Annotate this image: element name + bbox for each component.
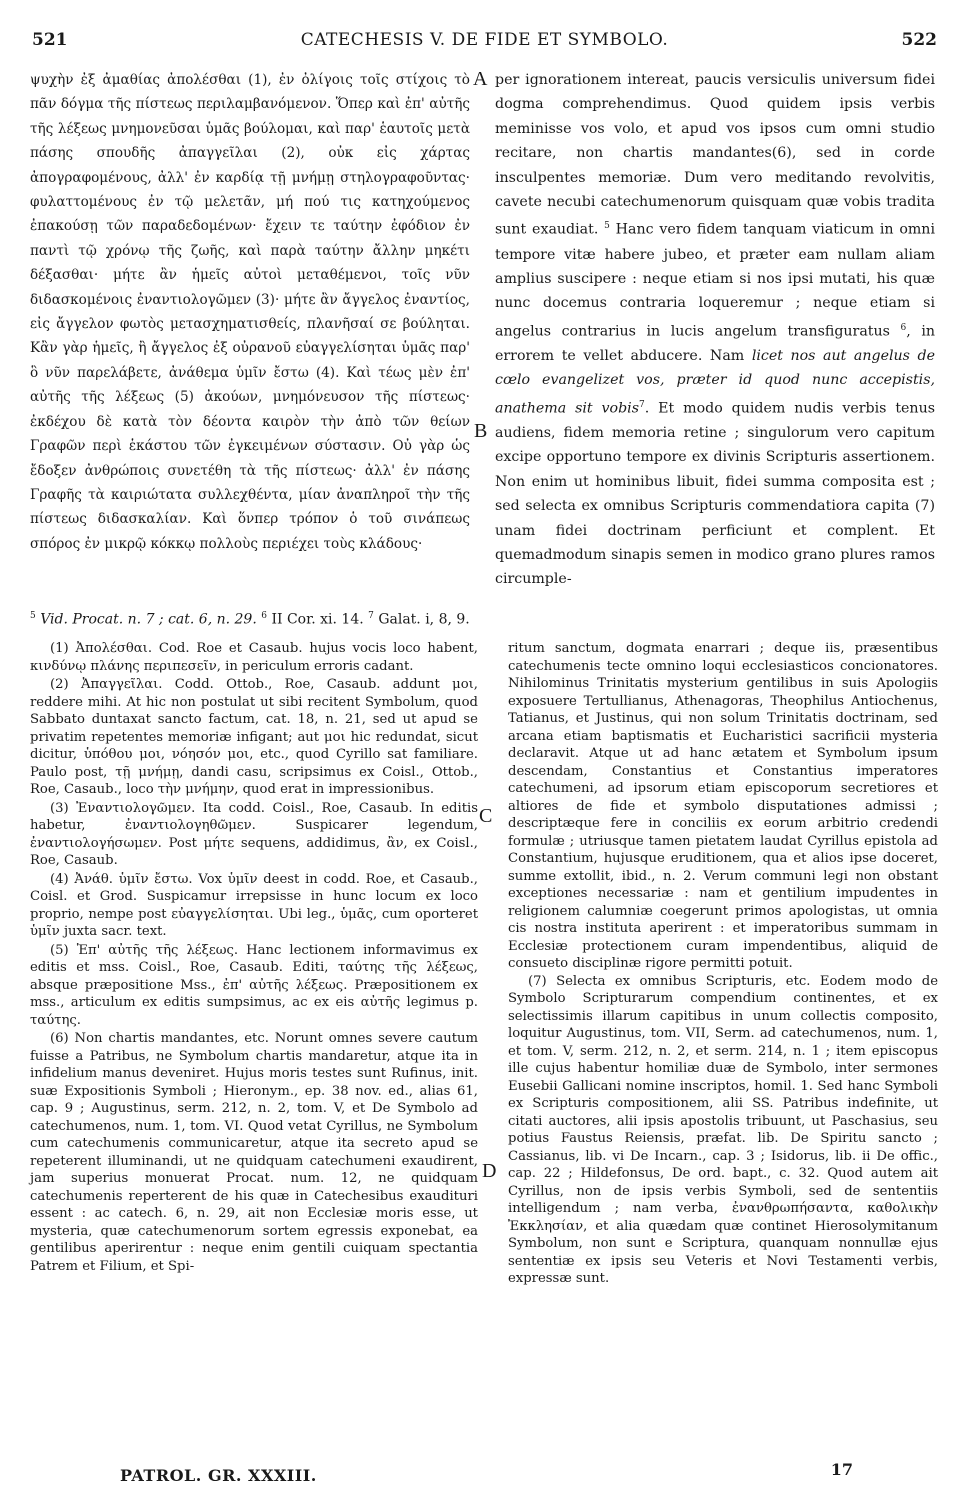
footer-volume: PATROL. GR. XXXIII. [120,1466,317,1485]
note-5: (5) Ἐπ' αὐτῆς τῆς λέξεως. Hanc lectionem informavimus ex editis et mss. Coisl., Roe, Casaub. Editi, ταύτης τῆς λέξεως, absque præpositione Mss., ἐπ' αὐτῆς λέξεως. Præpositionem ex mss., articulum ex editis sumpsimus, ac ex eis αὐτῆς legimus p. ταύτης. [30,942,478,1028]
note-3: (3) Ἐναντιολογῶμεν. Ita codd. Coisl., Roe, Casaub. In editis habetur, ἐναντιολογηθῶμεν. Suspicarer legendum, ἐναντιολογήσωμεν. Post μήτε sequens, addidimus, ἂν, ex Coisl., Roe, Casaub. [30,800,478,868]
margin-marker-c: C [479,805,493,827]
margin-marker-a: A [473,68,488,90]
page-number-right: 522 [901,30,937,50]
notes-left-column [30,640,478,1276]
latin-text-part-a: per ignorationem intereat, paucis versiculis universum fidei dogma comprehendimus. Quod quidem ipsis verbis meminisse vos volo, et apud vos ipsos cum omni studio recitare, non chartis mandantes(6), sed in corde insculpentes memoriæ. Dum vero meditando revolvitis, cavete necubi catechumenorum quisquam quæ vobis tradita sunt exaudiat. [495,72,935,239]
footnote-ref-6: 6 [900,322,907,333]
page-header [32,30,937,56]
note-1: (1) Ἀπολέσθαι. Cod. Roe et Casaub. hujus vocis loco habent, κινδύνῳ πλάνης περιπεσεῖν, in periculum erroris cadant. [30,641,478,674]
note-4: (4) Ἀνάθ. ὑμῖν ἔστω. Vox ὑμῖν deest in codd. Roe, et Casaub., Coisl. et Grod. Suspicamur irrepsisse in hunc locum ex loco proprio, nempe post εὐαγγελίσηται. Ubi leg., ὑμᾶς, cum oporteret ὑμῖν juxta sacr. text. [30,871,478,939]
note-6-continued: ritum sanctum, dogmata enarrari ; deque iis, præsentibus catechumenis tecte omnino loqui ecclesiasticos concionatores. Nihilominus Trinitatis mysterium gentilibus in suis Apologiis exposuere Tertullianus, Athenagoras, Theophilus Antiochenus, Tatianus, et Justinus, qui non solum Trinitatis doctrinam, sed arcana etiam baptismatis et Eucharistici sacrificii mysteria declaravit. Atque ut ad hanc ætatem et Symbolum ipsum descendam, Constantius et Constantius imperatores catechumeni, ad ipsorum etiam episcoporum secretiores et altiores de fide et symbolo disputationes admissi ; descriptæque fere in conciliis ex eorum arbitrio credendi formulæ ; utriusque tamen pietatem laudat Cyrillus epistola ad Constantium, hujusque eruditionem, qua et alios ipse doceret, summe extollit, ibid., n. 2. Verum communi legi non obstant exceptiones necessariæ : nam et gentilium impudentes in religionem calumniæ coegerunt primos apologistas, ut omnia cis nostra instituta aperirent : et imperatoribus summam in Ecclesiæ protectionem curam impendentibus, aliquid de consueto disciplinæ rigore permitti potuit. [508,641,938,971]
reference-number-7: 7 [368,611,374,621]
reference-number-5: 5 [30,611,36,621]
reference-7: Galat. i, 8, 9. [378,611,470,628]
reference-5: Vid. Procat. n. 7 ; cat. 6, n. 29. [40,611,257,628]
footer-signature: 17 [830,1460,853,1479]
greek-text-column: ψυχὴν ἐξ ἀμαθίας ἀπολέσθαι (1), ἐν ὀλίγοις τοῖς στίχοις τὸ πᾶν δόγμα τῆς πίστεως περιλαμβανόμενον. Ὅπερ καὶ ἐπ' αὐτῆς τῆς λέξεως μνημονεῦσαι ὑμᾶς βούλομαι, καὶ παρ' ἑαυτοῖς μετὰ πάσης σπουδῆς ἀπαγγεῖλαι (2), οὐκ εἰς χάρτας ἀπογραφομένους, ἀλλ' ἐν καρδίᾳ τῇ μνήμῃ στηλογραφοῦντας· φυλαττομένους ἐν τῷ μελετᾶν, μή πού τις κατηχούμενος ἐπακούσῃ τῶν παραδεδομένων· ἔχειν τε ταύτην ἐφόδιον ἐν παντὶ τῷ χρόνῳ τῆς ζωῆς, καὶ παρὰ ταύτην ἄλλην μηκέτι δέξασθαι· μήτε ἂν ἡμεῖς αὐτοὶ μεταθέμενοι, τοῖς νῦν διδασκομένοις ἐναντιολογῶμεν (3)· μήτε ἂν ἄγγελος ἐναντίος, εἰς ἄγγελον φωτὸς μετασχηματισθείς, πλανῆσαί σε βούληται. Κἂν γὰρ ἡμεῖς, ἢ ἄγγελος ἐξ οὐρανοῦ εὐαγγελίσηται ὑμᾶς παρ' ὃ νῦν παρελάβετε, ἀνάθεμα ὑμῖν ἔστω (4). Καὶ τέως μὲν ἐπ' αὐτῆς τῆς λέξεως (5) ἀκούων, μνημόνευσον τῆς πίστεως· ἐκδέχου δὲ κατὰ τὸν δέοντα καιρὸν τὴν ἀπὸ τῶν θείων Γραφῶν περὶ ἑκάστου τῶν ἐγκειμένων σύστασιν. Οὐ γὰρ ὡς ἔδοξεν ἀνθρώποις συνετέθη τὰ τῆς πίστεως· ἀλλ' ἐν πάσης Γραφῆς τὰ καιριώτατα συλλεχθέντα, μίαν ἀναπληροῖ τὴν τῆς πίστεως διδασκαλίαν. Καὶ ὅνπερ τρόπον ὁ τοῦ σινάπεως σπόρος ἐν μικρῷ κόκκῳ πολλοὺς περιέχει τοὺς κλάδους· [30,72,470,552]
page-number-left: 521 [32,30,68,50]
note-7: (7) Selecta ex omnibus Scripturis, etc. Eodem modo de Symbolo Scripturarum compendium continentes, et ex selectissimis illarum capitibus in unum collectis composito, loquitur Augustinus, tom. VII, Serm. ad catechumenos, num. 1, et tom. V, serm. 212, n. 2, et serm. 214, n. 1 ; item episcopus ille cujus habentur homiliæ duæ de Symbolo, inter sermones Eusebii Gallicani nomine inscriptos, homil. 1. Sed hanc Symboli ex Scripturis compositionem, alii SS. Patribus indefinite, ut citati auctores, alii ipsis apostolis tribuunt, ut Paschasius, seu potius Faustus Reiensis, præfat. lib. De Spiritu sancto ; Cassianus, lib. vi De Incarn., cap. 3 ; Isidorus, lib. ii De offic., cap. 22 ; Hildefonsus, De ord. bapt., c. 32. Quod autem ait Cyrillus, non de ipsis verbis Symboli, sed de sententiis intelligendum ; nam verba, ἐνανθρωπήσαντα, καθολικὴν Ἐκκλησίαν, et alia quædam quæ continet Hierosolymitanum Symbolum, non sunt e Scriptura, quanquam nonnullæ ejus sententiæ ex ipsis seu Veteris et Novi Testamenti verbis, expressæ sunt. [508,973,938,1286]
latin-text-part-d: . Et modo quidem nudis verbis tenus audiens, fidem memoria retine ; singulorum vero capitum excipe opportuno tempore ex divinis Scripturis assertionem. Non enim ut hominibus libuit, fidei summa composita est ; sed selecta ex omnibus Scripturis commendatiora capita (7) unam fidei doctrinam perficiunt et complent. Et quemadmodum sinapis semen in modico grano plures ramos circumple- [495,400,935,588]
margin-marker-d: D [482,1160,497,1182]
note-6: (6) Non chartis mandantes, etc. Norunt omnes severe cautum fuisse a Patribus, ne Symbolum chartis mandaretur, atque ita in infidelium manus deveniret. Hujus moris testes sunt Rufinus, init. suæ Expositionis Symboli ; Hieronym., ep. 38 nov. ed., alias 61, cap. 9 ; Augustinus, serm. 212, n. 2, tom. V, et De Symbolo ad catechumenos, num. 1, tom. VI. Quod vetat Cyrillus, ne Symbolum cum catechumenis communicaretur, atque ita secreto apud se repeterent illuminandi, ut ne quidquam catechumeni exaudirent, jam superius monuerat Procat. num. 12, ne quidquam catechumenis reperterent de his quæ in Catechesibus exaudituri essent : ac catech. 6, n. 29, ait non Ecclesiæ moris esse, ut mysteria, quæ catechumenorum sortem egressis exponebat, ea gentilibus aperirentur : neque enim gentili cuiquam spectantia Patrem et Filium, et Spi- [30,1031,478,1274]
reference-6: II Cor. xi. 14. [271,611,364,628]
scripture-references [30,606,935,630]
notes-right-column [508,640,938,1289]
latin-text-scripture-quote: licet nos aut angelus de cœlo evangelizet vos, præter id quod nunc accepistis, anathema sit vobis [495,347,935,417]
footnote-ref-5: 5 [604,221,610,232]
margin-marker-b: B [474,420,488,442]
latin-text-part-b2: , in errorem te vellet abducere. Nam [495,323,935,364]
reference-number-6: 6 [261,611,267,621]
latin-text-part-b: Hanc vero fidem tanquam viaticum in omni tempore vitæ habere jubeo, et præter eam nullam aliam amplius suscipere : neque etiam si nos ipsi mutati, his quæ nunc docemus contraria loqueremur ; neque etiam si angelus contrarius in lucis angelum transfiguratus [495,222,935,340]
footnote-ref-7: 7 [639,399,645,410]
running-title: CATECHESIS V. DE FIDE ET SYMBOLO. [300,30,669,50]
note-2: (2) Ἀπαγγεῖλαι. Codd. Ottob., Roe, Casaub. addunt μοι, reddere mihi. At hic non postulat ut sibi recitent Symbolum, quod Sabbato duntaxat sancto factum, cat. 18, n. 21, sed ut apud se privatim repetentes memoriæ infigant; aut μοι hic redundat, sicut dicitur, ὑπόθου μοι, νόησόν μοι, etc., quod Cyrillo sat familiare. Paulo post, τῇ μνήμῃ, dandi casu, scripsimus ex Coisl., Ottob., Roe, Casaub., loco τὴν μνήμην, quod erat in impressionibus. [30,677,478,797]
latin-text-column [495,68,935,592]
